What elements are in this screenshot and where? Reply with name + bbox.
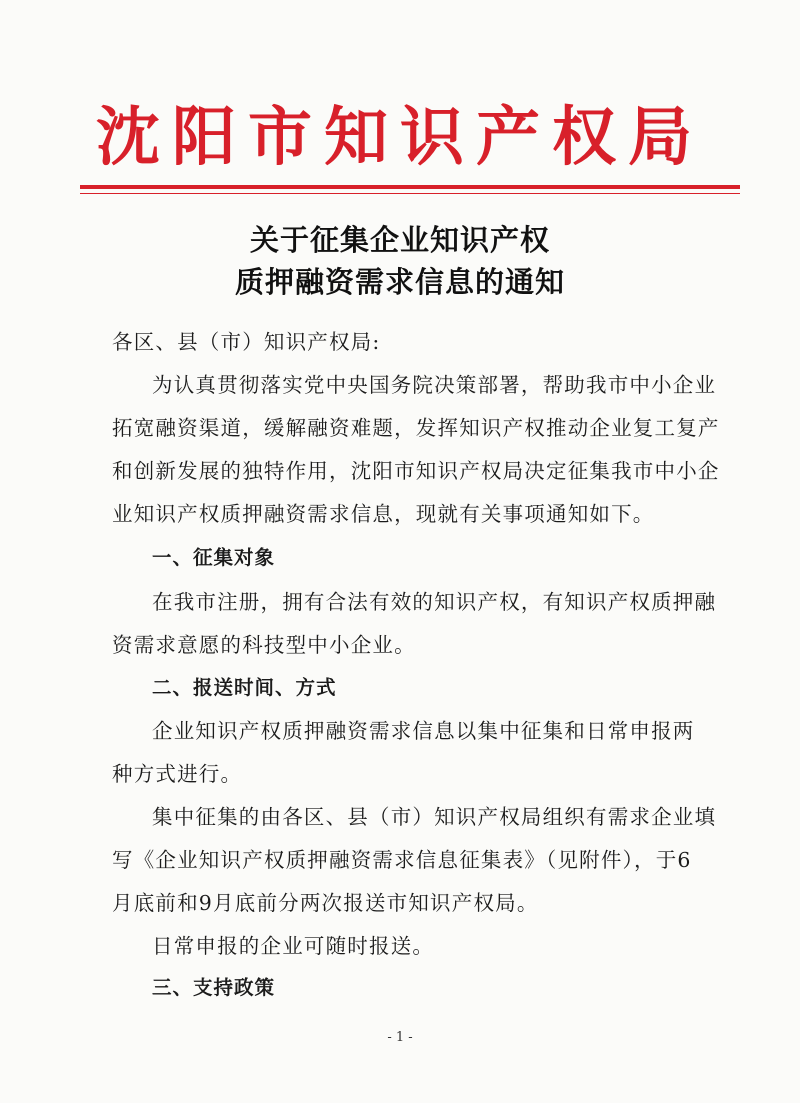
- intro-line: 和创新发展的独特作用，沈阳市知识产权局决定征集我市中小企: [112, 459, 720, 483]
- section-heading-3: 三、支持政策: [152, 976, 276, 999]
- letterhead-agency-name: 沈阳市知识产权局: [96, 100, 704, 175]
- intro-line: 业知识产权质押融资需求信息，现就有关事项通知如下。: [112, 502, 655, 526]
- section-heading-2: 二、报送时间、方式: [152, 676, 337, 699]
- intro-line: 拓宽融资渠道，缓解融资难题，发挥知识产权推动企业复工复产: [112, 416, 720, 440]
- section2-p2-line: 月底前和9月底前分两次报送市知识产权局。: [112, 891, 539, 915]
- letterhead-rule-thin: [80, 193, 740, 194]
- letterhead-rule-thick: [80, 185, 740, 189]
- page-number: - 1 -: [387, 1030, 413, 1045]
- section2-p2-line: 集中征集的由各区、县（市）知识产权局组织有需求企业填: [152, 805, 717, 829]
- section2-p1-line: 企业知识产权质押融资需求信息以集中征集和日常申报两: [152, 719, 695, 743]
- section1-line: 资需求意愿的科技型中小企业。: [112, 633, 416, 657]
- intro-line: 为认真贯彻落实党中央国务院决策部署，帮助我市中小企业: [152, 373, 717, 397]
- salutation: 各区、县（市）知识产权局:: [112, 330, 381, 354]
- section2-p1-line: 种方式进行。: [112, 762, 243, 786]
- document-title-line-1: 关于征集企业知识产权: [249, 223, 550, 257]
- document-title-line-2: 质押融资需求信息的通知: [234, 265, 565, 299]
- section-heading-1: 一、征集对象: [152, 546, 276, 569]
- section2-p3-line: 日常申报的企业可随时报送。: [152, 934, 435, 958]
- section1-line: 在我市注册，拥有合法有效的知识产权，有知识产权质押融: [152, 590, 717, 614]
- section2-p2-line: 写《企业知识产权质押融资需求信息征集表》（见附件），于6: [112, 848, 692, 872]
